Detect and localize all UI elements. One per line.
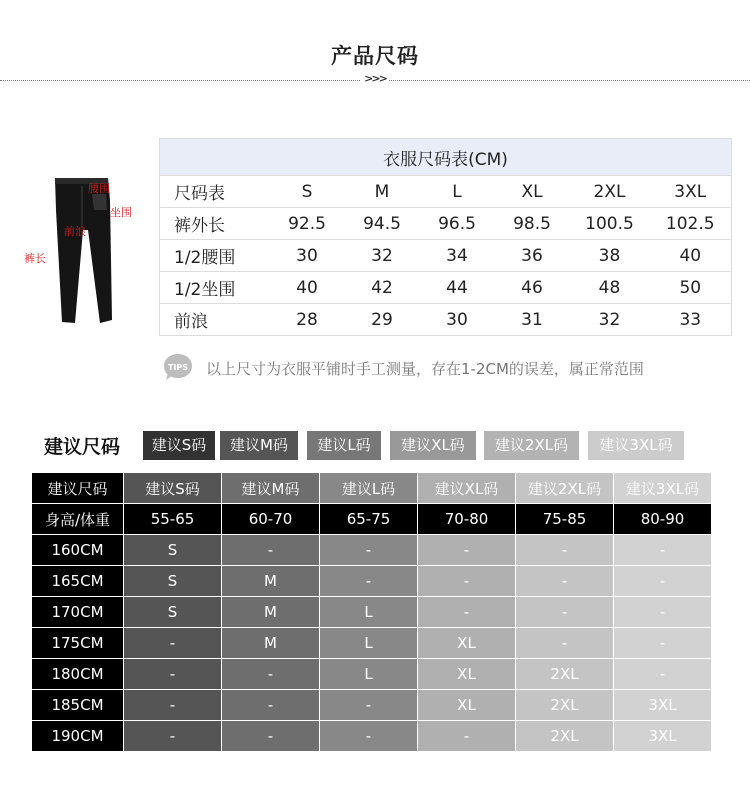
table-row <box>32 566 711 596</box>
pants-label-waist: 腰围 <box>88 182 110 195</box>
table-row <box>32 535 711 565</box>
recommend-cell: - <box>614 628 711 658</box>
garment-cell: 48 <box>570 272 650 304</box>
recommend-cell: - <box>222 659 319 689</box>
garment-header-cell: 3XL <box>650 176 732 208</box>
recommend-cell: - <box>320 721 417 751</box>
recommend-header-cell: 建议S码 <box>124 473 221 503</box>
suggest-chip-m: 建议M码 <box>220 431 298 460</box>
garment-cell: 46 <box>495 272 570 304</box>
recommend-cell: - <box>222 535 319 565</box>
recommend-header-cell: 建议3XL码 <box>614 473 711 503</box>
table-row <box>32 659 711 689</box>
recommend-cell: XL <box>418 659 515 689</box>
recommend-cell: - <box>418 721 515 751</box>
recommend-header-cell: 建议尺码 <box>32 473 123 503</box>
garment-cell: 96.5 <box>420 208 495 240</box>
recommend-cell: S <box>124 535 221 565</box>
recommend-weight-cell: 80-90 <box>614 504 711 534</box>
suggest-chip-3xl: 建议3XL码 <box>588 431 684 460</box>
table-row <box>32 597 711 627</box>
recommend-weight-cell: 65-75 <box>320 504 417 534</box>
recommend-cell: XL <box>418 628 515 658</box>
recommend-cell: - <box>614 535 711 565</box>
recommend-cell: - <box>222 690 319 720</box>
table-row <box>160 208 732 240</box>
recommend-cell: - <box>320 535 417 565</box>
garment-cell: 40 <box>270 272 345 304</box>
recommend-cell: L <box>320 597 417 627</box>
recommend-weight-label: 身高/体重 <box>32 504 123 534</box>
garment-cell: 94.5 <box>345 208 420 240</box>
recommend-cell: M <box>222 628 319 658</box>
garment-cell: 28 <box>270 304 345 336</box>
table-row <box>160 272 732 304</box>
recommend-weight-cell: 70-80 <box>418 504 515 534</box>
suggest-chip-xl: 建议XL码 <box>390 431 476 460</box>
garment-cell: 30 <box>270 240 345 272</box>
garment-cell: 50 <box>650 272 732 304</box>
garment-row-label: 1/2腰围 <box>160 240 270 272</box>
garment-cell: 38 <box>570 240 650 272</box>
tips-icon <box>163 353 193 381</box>
recommend-cell: - <box>124 690 221 720</box>
page-title: 产品尺码 <box>331 44 419 68</box>
recommend-cell: XL <box>418 690 515 720</box>
tips-icon-label: TIPS <box>167 363 189 372</box>
garment-cell: 42 <box>345 272 420 304</box>
recommend-header-cell: 建议L码 <box>320 473 417 503</box>
recommend-cell: M <box>222 566 319 596</box>
recommend-cell: - <box>516 628 613 658</box>
table-row <box>160 304 732 336</box>
chevron-right-icon: >>> <box>361 71 389 87</box>
garment-header-cell: S <box>270 176 345 208</box>
garment-cell: 32 <box>570 304 650 336</box>
recommend-cell: 2XL <box>516 659 613 689</box>
table-row <box>32 721 711 751</box>
recommend-weight-cell: 60-70 <box>222 504 319 534</box>
height-label: 165CM <box>32 566 123 596</box>
pants-label-length: 裤长 <box>24 252 46 265</box>
recommend-cell: - <box>614 659 711 689</box>
recommend-cell: L <box>320 659 417 689</box>
pants-label-rise: 前浪 <box>64 225 86 238</box>
recommend-header-cell: 建议M码 <box>222 473 319 503</box>
suggest-chip-s: 建议S码 <box>143 431 215 460</box>
garment-cell: 100.5 <box>570 208 650 240</box>
garment-row-label: 裤外长 <box>160 208 270 240</box>
recommend-cell: - <box>320 566 417 596</box>
garment-cell: 34 <box>420 240 495 272</box>
garment-table-caption: 衣服尺码表(CM) <box>160 139 732 176</box>
tips-text: 以上尺寸为衣服平铺时手工测量，存在1-2CM的误差，属正常范围 <box>206 360 644 378</box>
garment-size-table <box>159 138 732 336</box>
garment-cell: 30 <box>420 304 495 336</box>
recommend-cell: - <box>516 597 613 627</box>
recommend-cell: - <box>418 535 515 565</box>
recommend-weight-cell: 55-65 <box>124 504 221 534</box>
garment-cell: 92.5 <box>270 208 345 240</box>
garment-cell: 29 <box>345 304 420 336</box>
recommend-cell: - <box>124 659 221 689</box>
recommend-cell: S <box>124 597 221 627</box>
height-label: 180CM <box>32 659 123 689</box>
height-label: 160CM <box>32 535 123 565</box>
recommend-cell: - <box>418 597 515 627</box>
height-label: 190CM <box>32 721 123 751</box>
recommend-cell: - <box>124 628 221 658</box>
recommend-cell: 3XL <box>614 721 711 751</box>
recommend-cell: - <box>614 597 711 627</box>
garment-header-cell: 2XL <box>570 176 650 208</box>
recommend-cell: - <box>516 566 613 596</box>
recommend-weight-cell: 75-85 <box>516 504 613 534</box>
recommend-header-cell: 建议XL码 <box>418 473 515 503</box>
recommend-cell: M <box>222 597 319 627</box>
suggest-chip-l: 建议L码 <box>307 431 381 460</box>
height-label: 170CM <box>32 597 123 627</box>
garment-cell: 102.5 <box>650 208 732 240</box>
height-label: 175CM <box>32 628 123 658</box>
recommend-cell: 3XL <box>614 690 711 720</box>
recommend-cell: - <box>418 566 515 596</box>
suggest-title: 建议尺码 <box>44 436 121 458</box>
recommend-weight-row <box>32 504 711 534</box>
recommend-cell: S <box>124 566 221 596</box>
recommend-cell: - <box>124 721 221 751</box>
recommend-cell: - <box>614 566 711 596</box>
table-row <box>32 628 711 658</box>
garment-header-cell: XL <box>495 176 570 208</box>
garment-cell: 40 <box>650 240 732 272</box>
recommend-cell: - <box>516 535 613 565</box>
garment-row-label: 1/2坐围 <box>160 272 270 304</box>
garment-header-cell: L <box>420 176 495 208</box>
suggest-chip-2xl: 建议2XL码 <box>484 431 579 460</box>
recommend-cell: 2XL <box>516 690 613 720</box>
recommend-size-table <box>31 472 712 752</box>
recommend-cell: 2XL <box>516 721 613 751</box>
pants-label-hip: 坐围 <box>110 206 132 219</box>
garment-header-cell: M <box>345 176 420 208</box>
table-row <box>32 690 711 720</box>
garment-cell: 32 <box>345 240 420 272</box>
garment-header-cell: 尺码表 <box>160 176 270 208</box>
height-label: 185CM <box>32 690 123 720</box>
recommend-header-row <box>32 473 711 503</box>
recommend-cell: - <box>320 690 417 720</box>
garment-cell: 33 <box>650 304 732 336</box>
table-row <box>160 240 732 272</box>
recommend-header-cell: 建议2XL码 <box>516 473 613 503</box>
garment-row-label: 前浪 <box>160 304 270 336</box>
garment-cell: 44 <box>420 272 495 304</box>
garment-cell: 31 <box>495 304 570 336</box>
recommend-cell: - <box>222 721 319 751</box>
recommend-cell: L <box>320 628 417 658</box>
garment-cell: 98.5 <box>495 208 570 240</box>
garment-cell: 36 <box>495 240 570 272</box>
